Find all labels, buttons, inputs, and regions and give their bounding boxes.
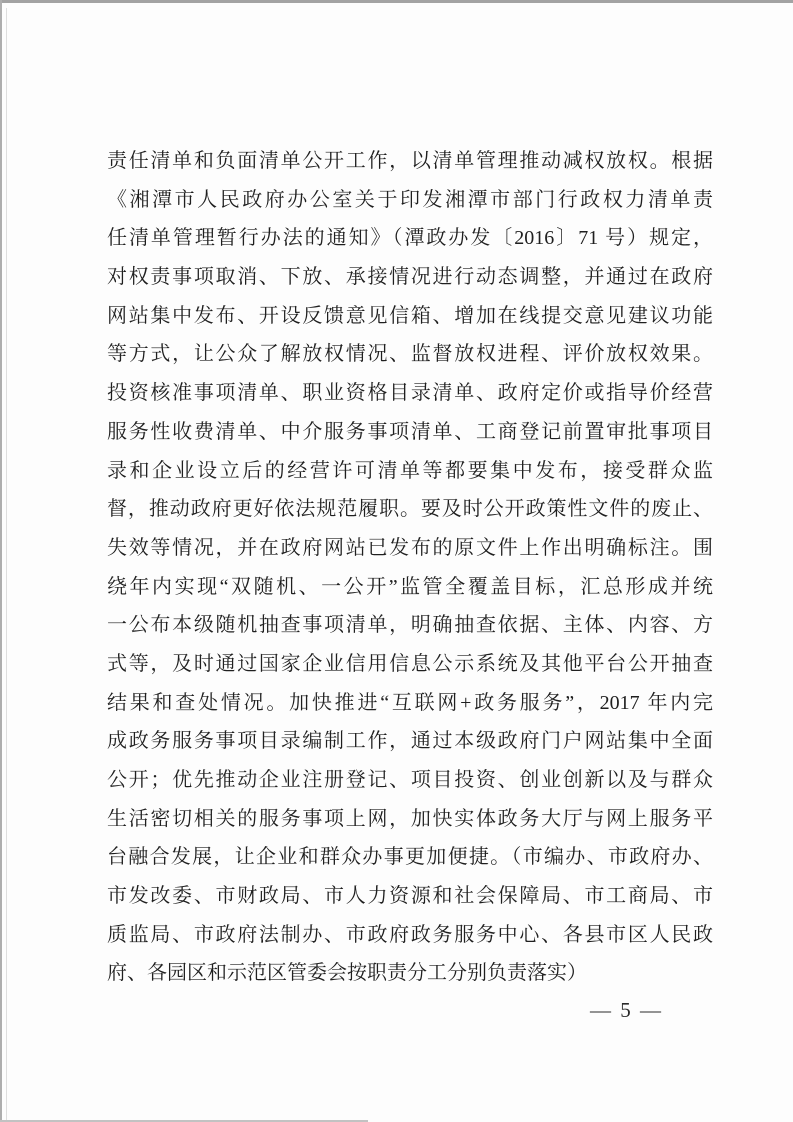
text-line: 式等，及时通过国家企业信用信息公示系统及其他平台公开抽查	[107, 652, 713, 675]
document-body-text	[107, 142, 713, 993]
text-line: 《湘潭市人民政府办公室关于印发湘潭市部门行政权力清单责	[107, 188, 713, 211]
text-line: 公开；优先推动企业注册登记、项目投资、创业创新以及与群众	[107, 769, 713, 791]
text-line: 府、各园区和示范区管委会按职责分工分别负责落实）	[107, 962, 587, 985]
text-line: 绕年内实现“双随机、一公开”监管全覆盖目标，汇总形成并统	[107, 575, 713, 598]
text-line: 责任清单和负面清单公开工作，以清单管理推动减权放权。根据	[107, 150, 713, 172]
text-line: 成政务服务事项目录编制工作，通过本级政府门户网站集中全面	[107, 730, 713, 753]
page-number: — 5 —	[590, 998, 663, 1022]
text-line: 督，推动政府更好依法规范履职。要及时公开政策性文件的废止、	[107, 498, 713, 521]
scan-edge-left	[0, 0, 2, 1122]
text-line: 投资核准事项清单、职业资格目录清单、政府定价或指导价经营	[107, 382, 713, 405]
text-line: 任清单管理暂行办法的通知》（潭政办发〔2016〕71 号）规定，	[107, 227, 713, 250]
text-line: 市发改委、市财政局、市人力资源和社会保障局、市工商局、市	[107, 885, 713, 908]
text-line: 对权责事项取消、下放、承接情况进行动态调整，并通过在政府	[107, 266, 713, 289]
scan-edge-left-inner	[6, 8, 7, 1122]
text-line: 台融合发展，让企业和群众办事更加便捷。（市编办、市政府办、	[107, 846, 713, 869]
text-line: 一公布本级随机抽查事项清单，明确抽查依据、主体、内容、方	[107, 614, 713, 637]
text-line: 等方式，让公众了解放权情况、监督放权进程、评价放权效果。	[107, 343, 713, 366]
scan-edge-top	[0, 0, 793, 3]
text-line: 录和企业设立后的经营许可清单等都要集中发布，接受群众监	[107, 459, 713, 482]
text-line: 失效等情况，并在政府网站已发布的原文件上作出明确标注。围	[107, 536, 713, 559]
text-line: 生活密切相关的服务事项上网，加快实体政务大厅与网上服务平	[107, 807, 713, 830]
text-line: 质监局、市政府法制办、市政府政务服务中心、各县市区人民政	[107, 923, 713, 946]
text-line: 网站集中发布、开设反馈意见信箱、增加在线提交意见建议功能	[107, 304, 713, 327]
text-line: 服务性收费清单、中介服务事项清单、工商登记前置审批事项目	[107, 420, 713, 443]
text-line: 结果和查处情况。加快推进“互联网+政务服务”，2017 年内完	[107, 691, 713, 714]
